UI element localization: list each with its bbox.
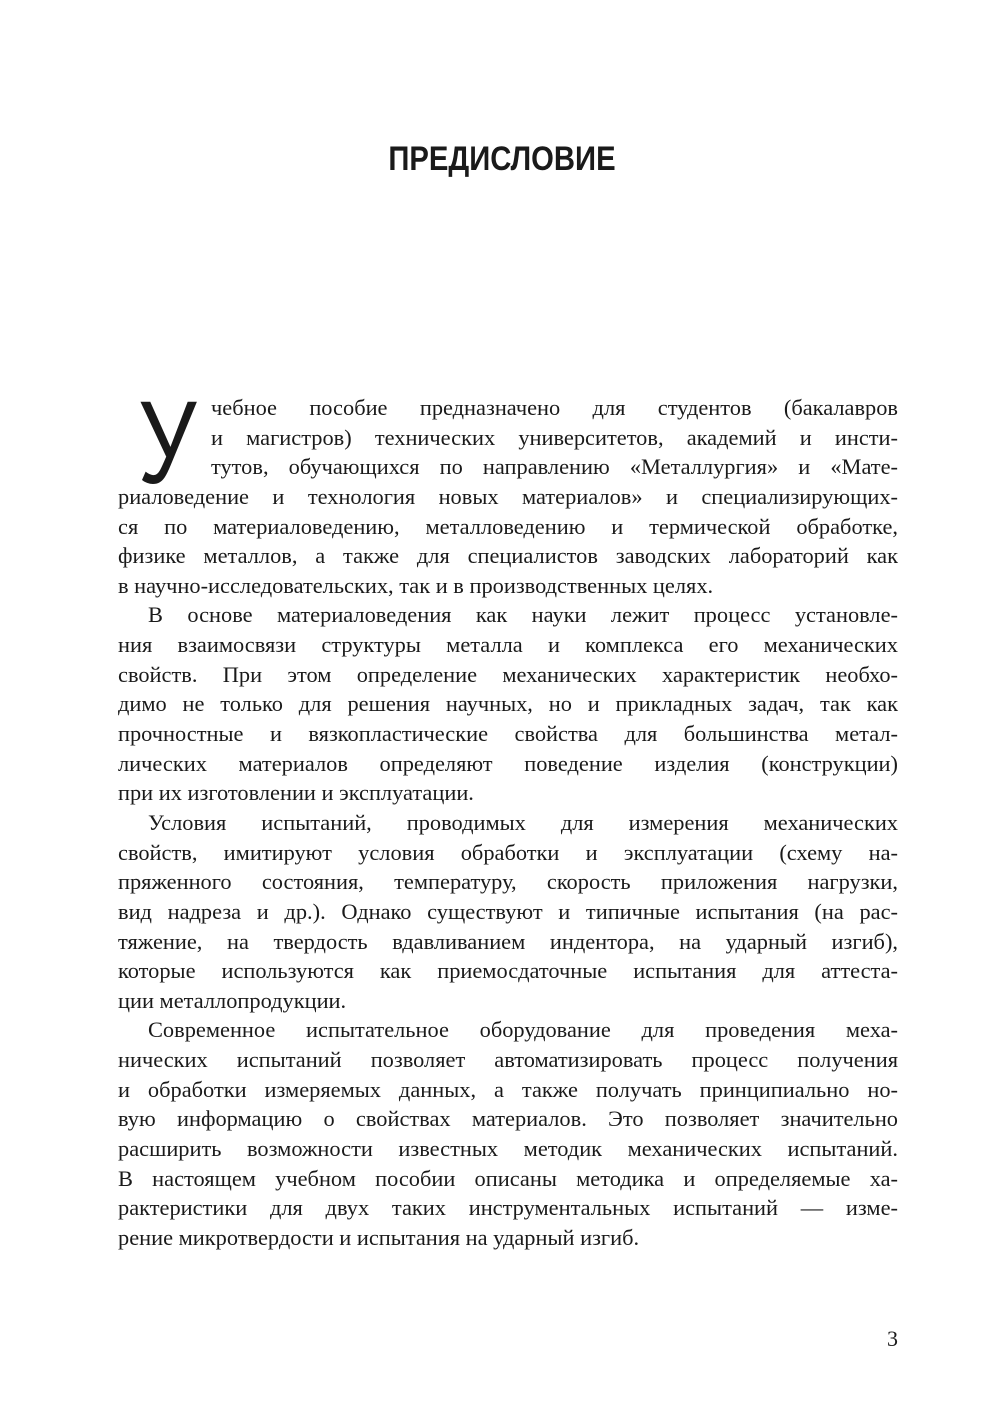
text-line: при их изготовлении и эксплуатации. <box>118 780 474 806</box>
page-title: ПРЕДИСЛОВИЕ <box>388 140 616 178</box>
text-line: Современное испытательное оборудование для проведения меха- <box>148 1017 898 1043</box>
text-line: тяжение, на твердость вдавливанием индентора, на ударный изгиб), <box>118 928 898 954</box>
text-line: ния взаимосвязи структуры металла и комплекса его механических <box>118 632 898 658</box>
text-line: пряженного состояния, температуру, скорость приложения нагрузки, <box>118 869 898 895</box>
text-line: В настоящем учебном пособии описаны методика и определяемые ха- <box>118 1165 898 1191</box>
text-line: риаловедение и технология новых материалов» и специализирующих- <box>118 483 898 509</box>
text-line: прочностные и вязкопластические свойства для большинства метал- <box>118 721 898 747</box>
page-number: 3 <box>887 1326 898 1351</box>
text-line: вую информацию о свойствах материалов. Это позволяет значительно <box>118 1106 898 1132</box>
text-line: ся по материаловедению, металловедению и термической обработке, <box>118 513 898 539</box>
text-line: чебное пособие предназначено для студентов (бакалавров <box>211 395 898 420</box>
preface-body <box>118 393 898 1253</box>
text-line: в научно-исследовательских, так и в производственных целях. <box>118 572 714 598</box>
text-line: и обработки измеряемых данных, а также получать принципиально но- <box>118 1076 898 1102</box>
text-line: вид надреза и др.). Однако существуют и типичные испытания (на рас- <box>118 898 898 924</box>
text-line: расширить возможности известных методик механических испытаний. <box>118 1136 898 1162</box>
text-line: тутов, обучающихся по направлению «Металлургия» и «Мате- <box>211 454 898 480</box>
drop-cap-letter: У <box>138 377 197 509</box>
text-line: нических испытаний позволяет автоматизировать процесс получения <box>118 1047 898 1073</box>
text-line: ции металлопродукции. <box>118 987 347 1013</box>
text-line: рение микротвердости и испытания на ударный изгиб. <box>118 1224 640 1250</box>
text-line: лических материалов определяют поведение изделия (конструкции) <box>118 750 898 776</box>
text-line: Условия испытаний, проводимых для измерения механических <box>148 809 898 835</box>
text-line: физике металлов, а также для специалистов заводских лабораторий как <box>118 543 898 569</box>
text-line: рактеристики для двух таких инструментальных испытаний — изме- <box>118 1195 898 1221</box>
text-line: которые используются как приемосдаточные испытания для аттеста- <box>118 958 898 984</box>
text-line: свойств, имитируют условия обработки и эксплуатации (схему на- <box>118 839 898 865</box>
text-line: свойств. При этом определение механических характеристик необхо- <box>118 661 898 687</box>
text-line: димо не только для решения научных, но и прикладных задач, так как <box>118 691 898 717</box>
text-line: и магистров) технических университетов, академий и инсти- <box>211 424 898 450</box>
text-line: В основе материаловедения как науки лежит процесс установле- <box>148 602 898 628</box>
